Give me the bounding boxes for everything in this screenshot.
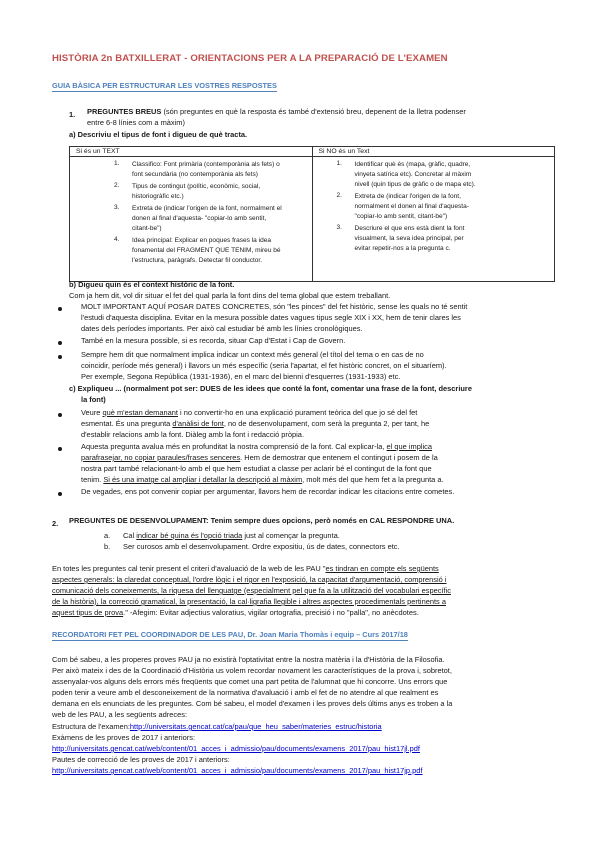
- text-run: En totes les preguntes cal tenir present el criteri d'avaluació de la web de les PAU ": [52, 564, 326, 573]
- section2-a-label: a.: [104, 531, 111, 540]
- text-run: . Hem de demostrar que entenem el contingut i posem de la: [240, 453, 438, 462]
- list-item-line: historiogràfic etc.): [132, 193, 184, 200]
- criteria-line: [52, 564, 439, 575]
- underlined-run: aquest tipus de prova: [52, 608, 124, 617]
- bullet-line: [81, 419, 429, 430]
- text-run: ." -Afegim: Evitar adjectius valoratius, vigilar ortografia, precisió i no "palla", no anècdotes.: [123, 608, 419, 617]
- underlined-run: què m'estan demanant: [102, 408, 178, 417]
- text-run: Veure: [81, 408, 103, 417]
- list-item-line: citant-be"): [132, 225, 162, 232]
- bullet-line: nostra part també relacionant-lo amb el que hem estudiat a classe per aclarir bé el contingut de la font que: [81, 464, 432, 473]
- table-cell-text: [70, 157, 313, 282]
- bullet-line: coincidir, període més general) i llavors un més específic (seria l'apartat, el fet històric concret, on el situaríem).: [81, 361, 447, 370]
- structure-link[interactable]: http://universitats.gencat.cat/ca/pau/que_heu_saber/materies_estruc/historia: [129, 722, 382, 731]
- text-run: esmentat. És una pregunta: [81, 419, 173, 428]
- criteria-line: de la història), la correcció gramatical, la presentació, la cal·ligrafia llegible i altres aspectes procedimentals pertinents a: [52, 597, 446, 606]
- list-item-line: nivell (quin tipus de gràfic o de mapa etc).: [354, 181, 476, 188]
- text-run: , no de desenvolupament, com serà la pregunta 2, per tant, he: [223, 419, 430, 428]
- section1-a-label: a) Descriviu el tipus de font i digueu de què tracta.: [69, 130, 248, 139]
- section2-b-label: b.: [104, 542, 111, 551]
- bullet-dot: [58, 413, 62, 417]
- table-cell-nontext: [312, 157, 555, 282]
- bullet-line: També en la mesura possible, si es recorda, situar Cap d'Estat i Cap de Govern.: [81, 336, 346, 345]
- table-header-nontext: Si NO és un Text: [312, 147, 555, 157]
- bullet-line: [81, 475, 444, 486]
- reminder-line: Com bé sabeu, a les properes proves PAU ja no existirà l'optativitat entre la nostra matèria i la d'Història de la Filosofia.: [52, 655, 445, 664]
- list-item-number: 2.: [114, 182, 120, 189]
- bullet-dot: [58, 447, 62, 451]
- list-item-line: fonamental del FRAGMENT QUE TENIM, mireu bé: [132, 247, 281, 254]
- list-item-line: Extreta de (indicar l'origen de la font,: [354, 193, 461, 200]
- exams-label: Exàmens de les proves de 2017 i anteriors:: [52, 733, 196, 742]
- section1-bold: PREGUNTES BREUS: [87, 107, 162, 116]
- bullet-line: Per exemple, Segona República (1931-1936), en el marc del bienni d'esquerres (1931-1933) etc.: [81, 372, 401, 381]
- correction-link[interactable]: http://universitats.gencat.cat/web/content/01_acces_i_admissio/pau/documents/examens_2017/pau_hist17jp.pdf: [52, 766, 423, 775]
- criteria-line: comunicació dels coneixements, la riquesa del llenguatge (especialment pel que fa a la utilització del vocabulari específic: [52, 586, 451, 595]
- context-intro: Com ja hem dit, vol dir situar el fet del qual parla la font dins del tema global que estem treballant.: [69, 291, 391, 300]
- correction-label: Pautes de correcció de les proves de 2017 i anteriors:: [52, 755, 230, 764]
- underlined-run: el que implica: [386, 442, 433, 451]
- text-run: , molt més del que hem fet a la pregunta a.: [302, 475, 444, 484]
- criteria-line: [52, 608, 419, 619]
- criteria-line: aspectes generals: la claredat conceptual, l'ordre lògic i el rigor en l'exposició, la capacitat d'argumentació, comprensió i: [52, 575, 447, 584]
- text-run: Cal: [123, 531, 137, 540]
- bullet-dot: [58, 355, 62, 359]
- section1-c-label: c) Expliqueu ... (normalment pot ser: DUES de les idees que conté la font, comentar una frase de la font, descriure: [69, 384, 472, 393]
- underlined-run: parafrasejar, no copiar paraules/frases senceres: [81, 453, 241, 462]
- bullet-line: d'establir relacions amb la font. Diàleg amb la font i redacció pròpia.: [81, 430, 305, 439]
- reminder-line: web de les PAU, a les següents adreces:: [52, 710, 188, 719]
- bullet-line: dates dels períodes importants. Per això cal estudiar bé amb les línies cronològiques.: [81, 324, 363, 333]
- list-item-line: visualment, la seva idea principal, per: [354, 235, 464, 242]
- table-header-text: Si és un TEXT: [70, 147, 313, 157]
- bullet-line: [81, 442, 432, 453]
- section1-rest: (són preguntes en què la resposta és també d'extensió breu, depenent de la lletra podenser: [161, 107, 466, 116]
- section2-b-text: Ser curosos amb el desenvolupament. Ordre expositiu, ús de dates, connectors etc.: [123, 542, 400, 551]
- list-item-number: 1.: [114, 160, 120, 167]
- list-item-line: vinyeta satírica etc). Concretar al màxim: [354, 171, 472, 178]
- document-title: HISTÒRIA 2n BATXILLERAT - ORIENTACIONS PER A LA PREPARACIÓ DE L'EXAMEN: [52, 53, 448, 64]
- section1-line2: entre 6-8 línies com a màxim): [87, 118, 185, 127]
- underlined-run: es tindran en compte els següents: [325, 564, 439, 573]
- guide-heading: GUIA BÀSICA PER ESTRUCTURAR LES VOSTRES RESPOSTES: [52, 81, 277, 90]
- list-item-line: Idea principal: Explicar en poques frases la idea: [132, 237, 272, 244]
- bullet-line: [81, 453, 438, 464]
- section1-line1: [87, 107, 466, 118]
- section1-number: 1.: [69, 110, 76, 119]
- bullet-dot: [58, 492, 62, 496]
- reminder-line: demana en els enunciats de les preguntes. Com bé sabeu, el model d'examen i les proves dels últims anys es troben a la: [52, 699, 453, 708]
- section1-b-label: b) Digueu quin és el context històric de la font.: [69, 280, 235, 289]
- bullet-dot: [58, 341, 62, 345]
- list-item-line: Classifico: Font primària (contemporània als fets) o: [132, 161, 280, 168]
- link-label: Estructura de l'examen:: [52, 722, 130, 731]
- reminder-line: poden tenir a veure amb el desconeixement de la normativa d'avaluació i amb el fet de no atendre al que realment es: [52, 688, 439, 697]
- list-item-line: Descriure el que ens està dient la font: [354, 225, 465, 232]
- underlined-run: Si és una imatge cal ampliar i detallar la descripció al màxim: [103, 475, 303, 484]
- bullet-line: [81, 408, 417, 419]
- bullet-line: Sempre hem dit que normalment implica indicar un context més general (el títol del tema o en cas de no: [81, 350, 424, 359]
- bullet-line: l'estudi d'aquesta disciplina. Evitar en la mesura possible dates vagues tipus segle XIX i XX, hem de tenir clares les: [81, 313, 461, 322]
- section2-a-text: [123, 531, 340, 542]
- reminder-heading: RECORDATORI FET PEL COORDINADOR DE LES PAU, Dr. Joan Maria Thomàs i equip – Curs 2017/18: [52, 630, 408, 639]
- underlined-run: d'anàlisi de font: [172, 419, 224, 428]
- bullet-dot: [58, 307, 62, 311]
- bullet-line: MOLT IMPORTANT AQUÍ POSAR DATES CONCRETES, són "les pinces" del fet històric, sense les quals no té sentit: [81, 302, 468, 311]
- list-item-number: 3.: [114, 204, 120, 211]
- list-item-number: 2.: [336, 192, 342, 199]
- text-run: just al començar la pregunta.: [242, 531, 340, 540]
- list-item-line: evitar repetir-nos a la pregunta c.: [354, 245, 451, 252]
- list-item-line: Extreta de (indicar l'origen de la font, normalment el: [132, 205, 282, 212]
- list-item-line: font secundària (no contemporània als fets): [132, 171, 258, 178]
- text-run: i no convertir-ho en una explicació purament teòrica del que jo sé del fet: [177, 408, 418, 417]
- list-item-line: Tipus de contingut (polític, econòmic, social,: [132, 183, 261, 190]
- text-run: Aquesta pregunta avalua més en profunditat la nostra comprensió de la font. Cal explicar-la,: [81, 442, 387, 451]
- underlined-run: indicar bé quina és l'opció triada: [136, 531, 243, 540]
- list-item-line: normalment el donen al final d'aquesta-: [354, 203, 469, 210]
- section2-heading: PREGUNTES DE DESENVOLUPAMENT: Tenim sempre dues opcions, però només en CAL RESPONDRE UNA.: [69, 516, 455, 525]
- list-item-line: donen al final d'aquesta- "copiar-lo amb sentit,: [132, 215, 267, 222]
- list-item-number: 1.: [336, 160, 342, 167]
- bullet-line: De vegades, ens pot convenir copiar per argumentar, llavors hem de recordar indicar les citacions entre cometes.: [81, 487, 455, 496]
- section1-c-label-cont: la font): [81, 395, 106, 404]
- reminder-line: assenyalar-vos alguns dels errors més freqüents que comet una part petita de l'alumnat que hi concorre. Uns errors que: [52, 677, 448, 686]
- exams-link[interactable]: http://universitats.gencat.cat/web/content/01_acces_i_admissio/pau/documents/examens_2017/pau_hist17jl.pdf: [52, 744, 420, 753]
- list-item-line: Identificar què és (mapa, gràfic, quadre,: [354, 161, 471, 168]
- text-run: tenim.: [81, 475, 104, 484]
- list-item-line: l'estructura, paràgrafs. Detectar fil conductor.: [132, 257, 263, 264]
- list-item-line: "copiar-lo amb sentit, citant-be"): [354, 213, 448, 220]
- structure-link-line: [52, 722, 382, 733]
- section2-number: 2.: [52, 519, 59, 528]
- list-item-number: 4.: [114, 236, 120, 243]
- list-item-number: 3.: [336, 224, 342, 231]
- criteria-table: [69, 146, 555, 282]
- reminder-line: Per això mateix i des de la Coordinació d'Història us volem recordar novament les característiques de la prova i, sobretot,: [52, 666, 452, 675]
